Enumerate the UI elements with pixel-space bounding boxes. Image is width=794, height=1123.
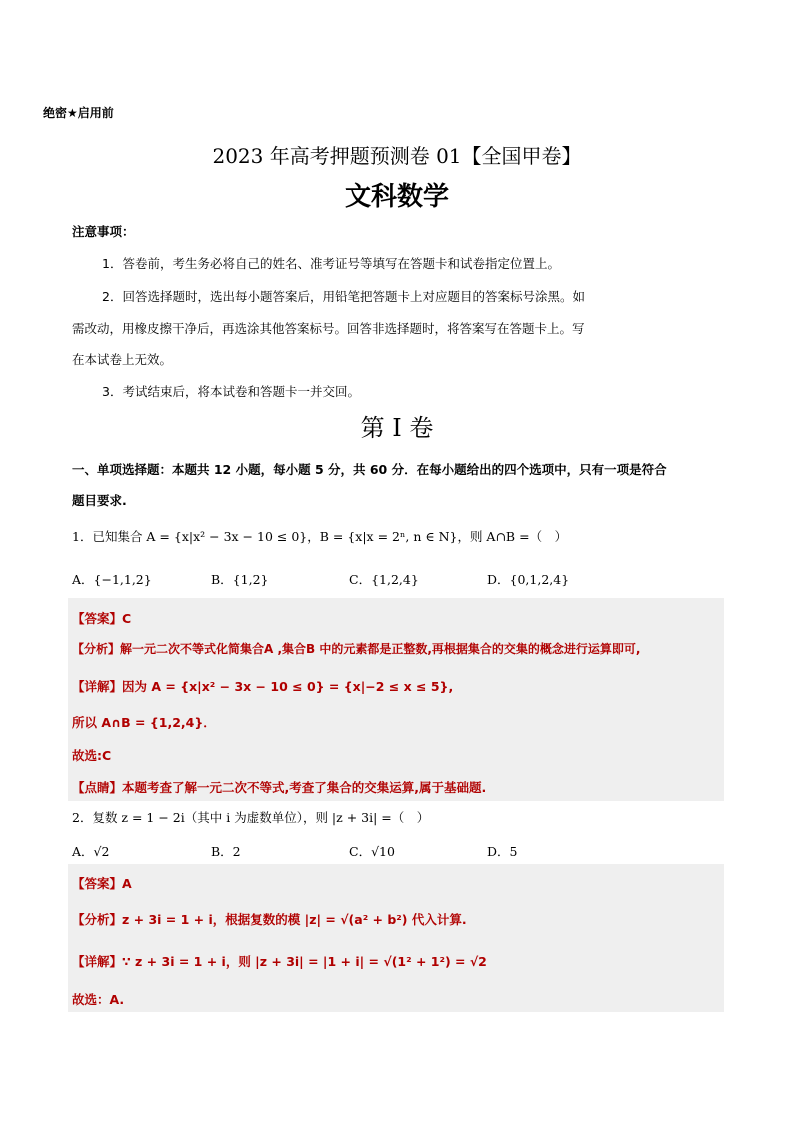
question-1-stem: 1．已知集合 A = {x|x² − 3x − 10 ≤ 0}，B = {x|x = 2ⁿ, n ∈ N}，则 A∩B =（ ） (72, 529, 568, 544)
section-heading-line-2: 题目要求. (72, 493, 127, 508)
question-1-answer: 【答案】C (72, 611, 132, 626)
question-1-solution-panel (68, 598, 724, 801)
confidential-mark: 绝密★启用前 (43, 106, 114, 120)
question-2-detail: 【详解】∵ z + 3i = 1 + i，则 |z + 3i| = |1 + i| = √(1² + 1²) = √2 (72, 954, 487, 969)
question-2-option-a: A．√2 (72, 844, 110, 859)
notice-item-2-line-2: 需改动，用橡皮擦干净后，再选涂其他答案标号。回答非选择题时，将答案写在答题卡上。写 (72, 321, 585, 336)
notice-item-3: 3．考试结束后，将本试卷和答题卡一并交回。 (102, 384, 360, 399)
question-1-option-c: C．{1,2,4} (349, 572, 419, 587)
question-1-conclusion: 所以 A∩B = {1,2,4}． (72, 715, 216, 730)
question-1-option-d: D．{0,1,2,4} (487, 572, 570, 587)
question-2-choice: 故选：A. (72, 992, 125, 1007)
exam-subject: 文科数学 (344, 182, 449, 212)
question-2-option-c: C．√10 (349, 844, 395, 859)
question-1-detail: 【详解】因为 A = {x|x² − 3x − 10 ≤ 0} = {x|−2 ≤ x ≤ 5}, (72, 679, 454, 694)
question-2-option-b: B．2 (211, 844, 241, 859)
notice-heading: 注意事项： (72, 224, 135, 239)
notice-item-1: 1．答卷前，考生务必将自己的姓名、准考证号等填写在答题卡和试卷指定位置上。 (102, 256, 560, 271)
question-1-option-a: A．{−1,1,2} (72, 572, 152, 587)
section-heading-line-1: 一、单项选择题：本题共 12 小题，每小题 5 分，共 60 分．在每小题给出的四个选项中，只有一项是符合 (72, 462, 667, 477)
notice-item-2-line-1: 2．回答选择题时，选出每小题答案后，用铅笔把答题卡上对应题目的答案标号涂黑。如 (102, 289, 585, 304)
exam-title: 2023 年高考押题预测卷 01【全国甲卷】 (212, 144, 582, 168)
volume-heading: 第 I 卷 (360, 414, 434, 442)
question-2-option-d: D．5 (487, 844, 518, 859)
notice-item-2-line-3: 在本试卷上无效。 (72, 352, 173, 367)
question-1-comment: 【点睛】本题考查了解一元二次不等式,考查了集合的交集运算,属于基础题. (72, 780, 487, 795)
question-1-option-b: B．{1,2} (211, 572, 269, 587)
question-2-stem: 2．复数 z = 1 − 2i（其中 i 为虚数单位），则 |z + 3i| =（ ） (72, 810, 430, 825)
question-2-analysis: 【分析】z + 3i = 1 + i，根据复数的模 |z| = √(a² + b²) 代入计算. (72, 912, 467, 927)
question-1-analysis: 【分析】解一元二次不等式化简集合A ,集合B 中的元素都是正整数,再根据集合的交集的概念进行运算即可, (72, 642, 641, 656)
question-2-answer: 【答案】A (72, 876, 132, 891)
question-1-choice: 故选:C (72, 748, 112, 763)
question-2-solution-panel (68, 864, 724, 1012)
